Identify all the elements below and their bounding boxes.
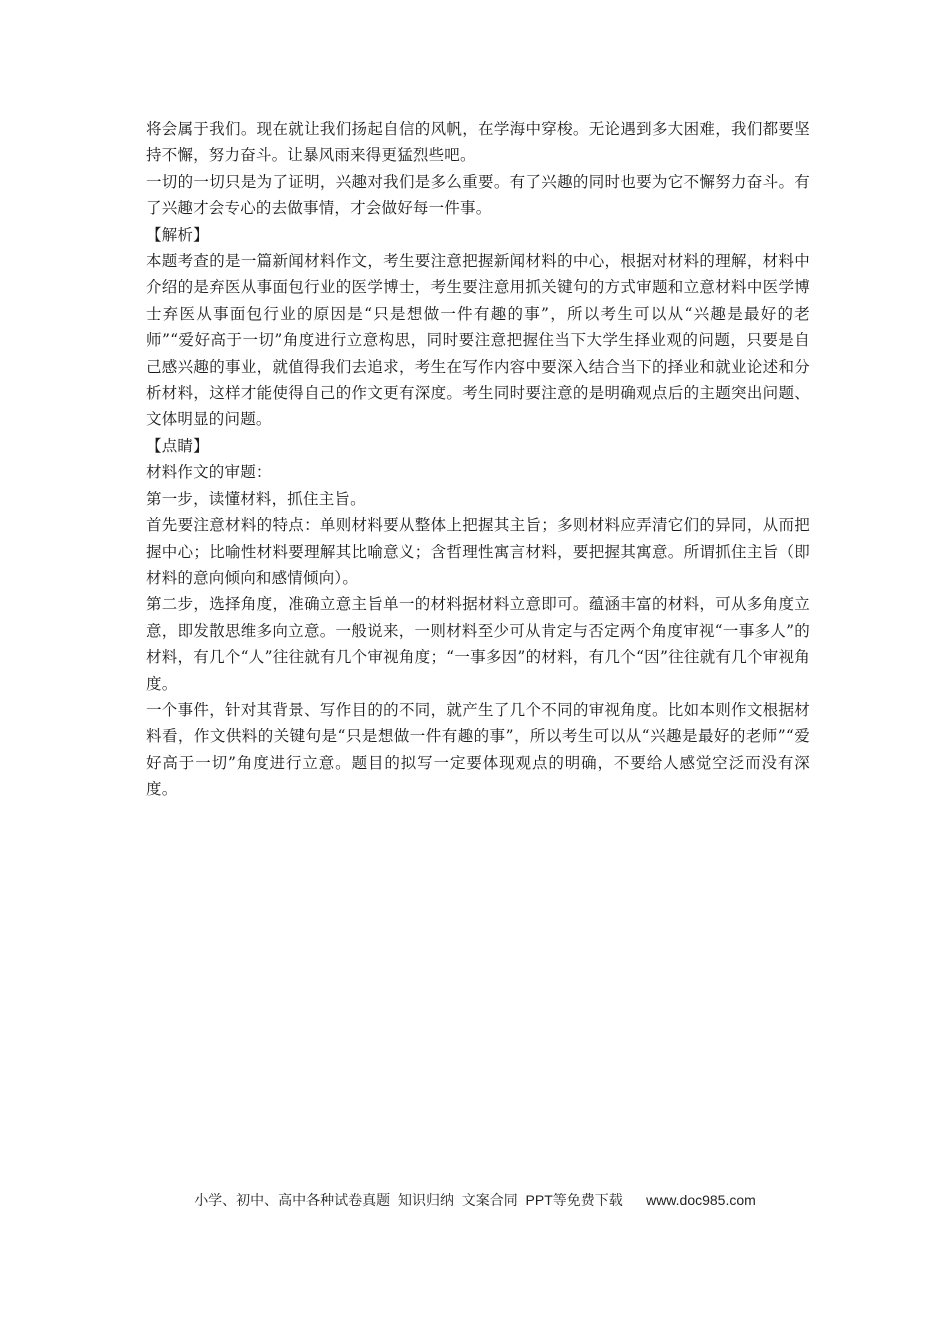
paragraph-interest: 一切的一切只是为了证明，兴趣对我们是多么重要。有了兴趣的同时也要为它不懈努力奋斗。有了兴趣才会专心的去做事情，才会做好每一件事。: [146, 172, 810, 218]
paragraph-material-features: 首先要注意材料的特点：单则材料要从整体上把握其主旨；多则材料应弄清它们的异同，从而把握中心；比喻性材料要理解其比喻意义；含哲理性寓言材料，要把握其寓意。所谓抓住主旨（即材料的意向倾向和感情倾向）。: [146, 516, 810, 587]
paragraph-continuation: 将会属于我们。现在就让我们扬起自信的风帆，在学海中穿梭。无论遇到多大困难，我们都要坚持不懈，努力奋斗。让暴风雨来得更猛烈些吧。: [146, 120, 810, 165]
section-heading-analysis: 【解析】: [146, 225, 209, 244]
paragraph-review-title: 材料作文的审题：: [146, 463, 272, 482]
section-heading-highlight: 【点睛】: [146, 436, 209, 455]
paragraph-step-two: 第二步，选择角度，准确立意主旨单一的材料据材料立意即可。蕴涵丰富的材料，可从多角度立意，即发散思维多向立意。一般说来，一则材料至少可从肯定与否定两个角度审视“一事多人”的材料，有几个“人”往往就有几个审视角度；“一事多因”的材料，有几个“因”往往就有几个审视角度。: [146, 595, 810, 693]
paragraph-event-angles: 一个事件，针对其背景、写作目的的不同，就产生了几个不同的审视角度。比如本则作文根据材料看，作文供料的关键句是“只是想做一件有趣的事”，所以考生可以从“兴趣是最好的老师”“爱好高于一切”角度进行立意。题目的拟写一定要体现观点的明确，不要给人感觉空泛而没有深度。: [146, 700, 810, 799]
paragraph-step-one: 第一步，读懂材料，抓住主旨。: [146, 489, 366, 508]
document-body: [146, 116, 810, 803]
page-footer: 小学、初中、高中各种试卷真题 知识归纳 文案合同 PPT等免费下载 www.doc985.com: [194, 1192, 756, 1208]
paragraph-analysis: 本题考查的是一篇新闻材料作文，考生要注意把握新闻材料的中心，根据对材料的理解，材料中介绍的是弃医从事面包行业的医学博士，考生要注意用抓关键句的方式审题和立意材料中医学博士弃医从事面包行业的原因是“只是想做一件有趣的事”，所以考生可以从“兴趣是最好的老师”“爱好高于一切”角度进行立意构思，同时要注意把握住当下大学生择业观的问题，只要是自己感兴趣的事业，就值得我们去追求，考生在写作内容中要深入结合当下的择业和就业论述和分析材料，这样才能使得自己的作文更有深度。考生同时要注意的是明确观点后的主题突出问题、文体明显的问题。: [146, 252, 810, 429]
